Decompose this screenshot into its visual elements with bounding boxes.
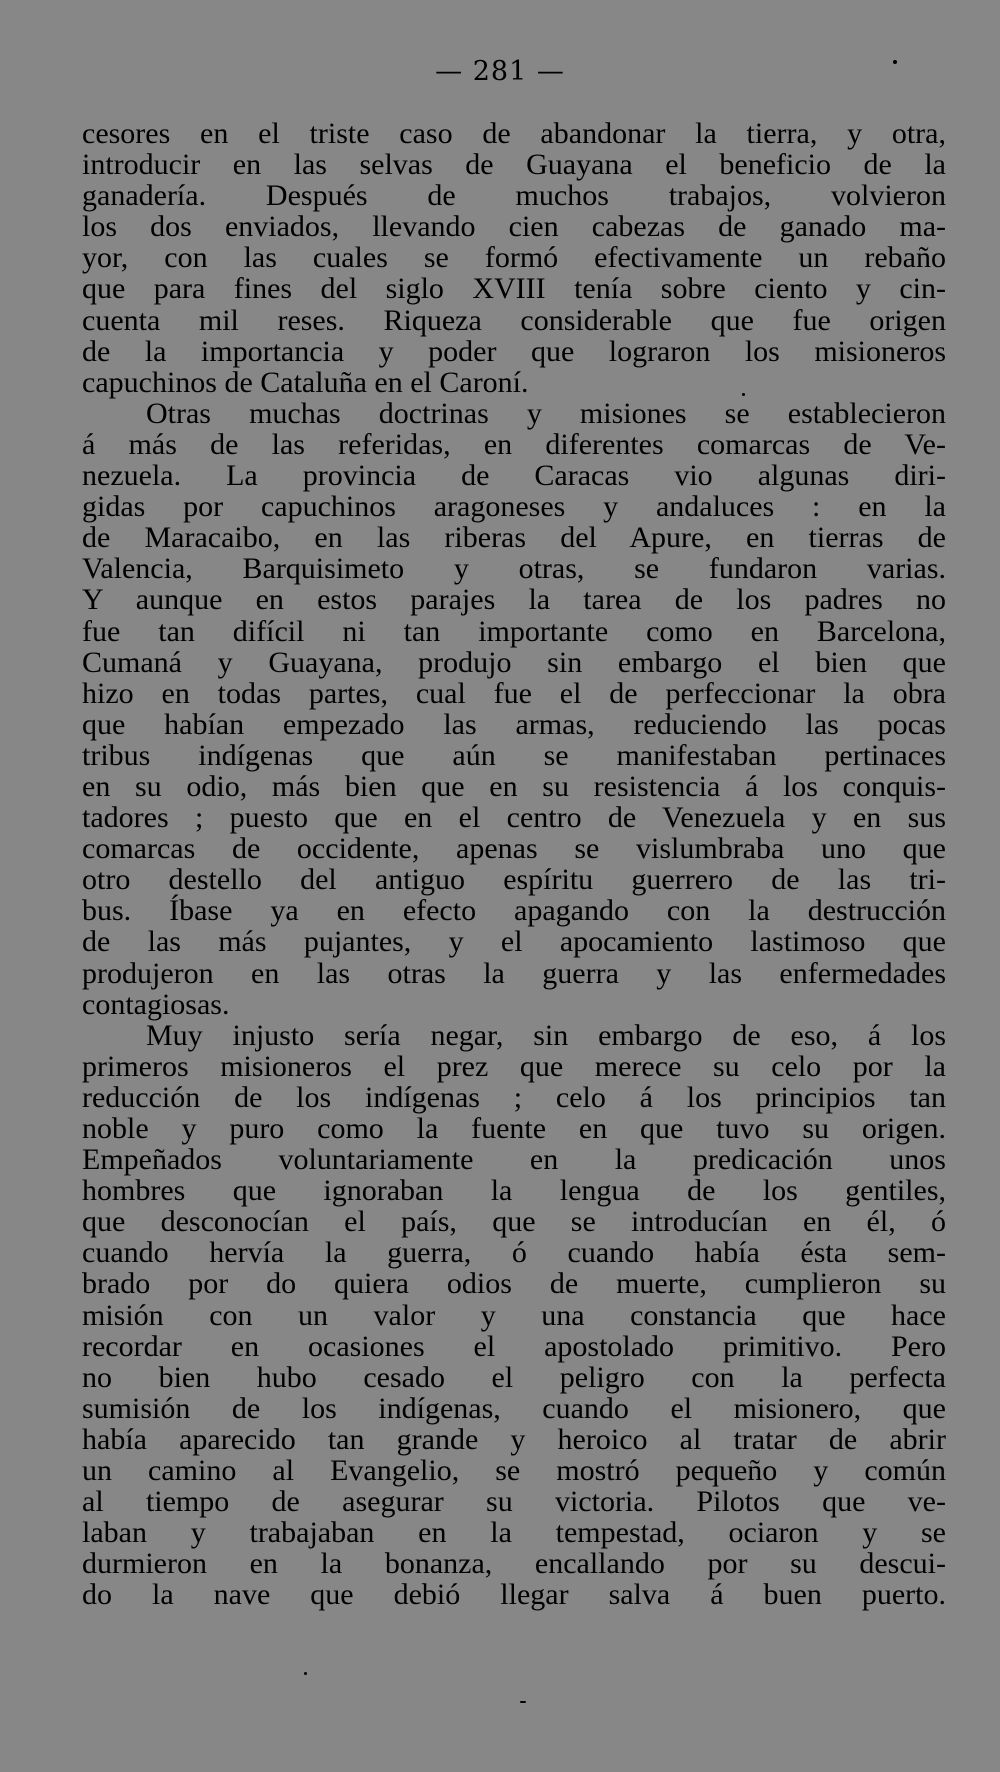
text-line: Valencia, Barquisimeto y otras, se fundaron varias. bbox=[82, 552, 946, 586]
text-line: un camino al Evangelio, se mostró pequeño y común bbox=[82, 1454, 946, 1488]
text-line: gidas por capuchinos aragoneses y andaluces : en la bbox=[82, 490, 946, 524]
text-line: sumisión de los indígenas, cuando el misionero, que bbox=[82, 1391, 946, 1425]
body-text bbox=[82, 118, 946, 1611]
text-line: Cumaná y Guayana, produjo sin embargo el bien que bbox=[82, 645, 946, 679]
text-line: ganadería. Después de muchos trabajos, volvieron bbox=[82, 179, 946, 213]
text-line: en su odio, más bien que en su resistencia á los conquis- bbox=[82, 769, 946, 803]
text-line: al tiempo de asegurar su victoria. Pilotos que ve- bbox=[82, 1485, 946, 1519]
text-line: había aparecido tan grande y heroico al tratar de abrir bbox=[82, 1422, 946, 1456]
text-line: durmieron en la bonanza, encallando por su descui- bbox=[82, 1547, 946, 1581]
text-line: los dos enviados, llevando cien cabezas de ganado ma- bbox=[82, 210, 946, 244]
text-line: nezuela. La provincia de Caracas vio algunas diri- bbox=[82, 459, 946, 493]
text-line: de la importancia y poder que lograron los misioneros bbox=[82, 334, 946, 368]
text-line: Empeñados voluntariamente en la predicación unos bbox=[82, 1143, 946, 1177]
text-line: primeros misioneros el prez que merece su celo por la bbox=[82, 1049, 946, 1083]
text-line: recordar en ocasiones el apostolado primitivo. Pero bbox=[82, 1329, 946, 1363]
text-line: laban y trabajaban en la tempestad, ociaron y se bbox=[82, 1516, 946, 1550]
text-line: do la nave que debió llegar salva á buen puerto. bbox=[82, 1578, 946, 1612]
text-line: que habían empezado las armas, reduciendo las pocas bbox=[82, 707, 946, 741]
scan-speck bbox=[742, 393, 745, 396]
text-line: produjeron en las otras la guerra y las enfermedades bbox=[82, 956, 946, 990]
text-line: cuenta mil reses. Riqueza considerable que fue origen bbox=[82, 303, 946, 337]
text-line: comarcas de occidente, apenas se vislumbraba uno que bbox=[82, 832, 946, 866]
text-line: tribus indígenas que aún se manifestaban pertinaces bbox=[82, 738, 946, 772]
text-line: de Maracaibo, en las riberas del Apure, en tierras de bbox=[82, 521, 946, 555]
text-line: Y aunque en estos parajes la tarea de los padres no bbox=[82, 583, 946, 617]
text-line: hizo en todas partes, cual fue el de perfeccionar la obra bbox=[82, 676, 946, 710]
scan-speck bbox=[893, 60, 897, 64]
text-line: bus. Íbase ya en efecto apagando con la destrucción bbox=[82, 894, 946, 928]
text-line: contagiosas. bbox=[82, 987, 230, 1021]
text-line: cesores en el triste caso de abandonar la tierra, y otra, bbox=[82, 117, 946, 150]
text-line: misión con un valor y una constancia que hace bbox=[82, 1298, 946, 1332]
text-line: que para fines del siglo XVIII tenía sobre ciento y cin- bbox=[82, 272, 946, 306]
text-line: noble y puro como la fuente en que tuvo su origen. bbox=[82, 1112, 946, 1145]
page-number: — 281 — bbox=[435, 56, 565, 87]
text-line: tadores ; puesto que en el centro de Venezuela y en sus bbox=[82, 801, 946, 835]
text-line: introducir en las selvas de Guayana el beneficio de la bbox=[82, 148, 946, 182]
text-line: que desconocían el país, que se introducían en él, ó bbox=[82, 1205, 946, 1239]
text-line: yor, con las cuales se formó efectivamente un rebaño bbox=[82, 241, 946, 275]
text-line: no bien hubo cesado el peligro con la perfecta bbox=[82, 1360, 946, 1394]
text-line: Muy injusto sería negar, sin embargo de eso, á los bbox=[146, 1018, 946, 1052]
text-line: otro destello del antiguo espíritu guerrero de las tri- bbox=[82, 863, 946, 897]
text-line: á más de las referidas, en diferentes comarcas de Ve- bbox=[82, 427, 946, 461]
text-line: hombres que ignoraban la lengua de los gentiles, bbox=[82, 1174, 946, 1208]
scan-speck bbox=[520, 1701, 526, 1703]
text-line: Otras muchas doctrinas y misiones se establecieron bbox=[146, 396, 946, 430]
text-line: capuchinos de Cataluña en el Caroní. bbox=[82, 365, 529, 399]
text-line: de las más pujantes, y el apocamiento lastimoso que bbox=[82, 925, 946, 959]
text-line: cuando hervía la guerra, ó cuando había ésta sem- bbox=[82, 1236, 946, 1270]
text-line: fue tan difícil ni tan importante como en Barcelona, bbox=[82, 614, 946, 648]
text-line: reducción de los indígenas ; celo á los principios tan bbox=[82, 1080, 946, 1114]
text-line: brado por do quiera odios de muerte, cumplieron su bbox=[82, 1267, 946, 1301]
scan-speck bbox=[304, 1672, 307, 1675]
